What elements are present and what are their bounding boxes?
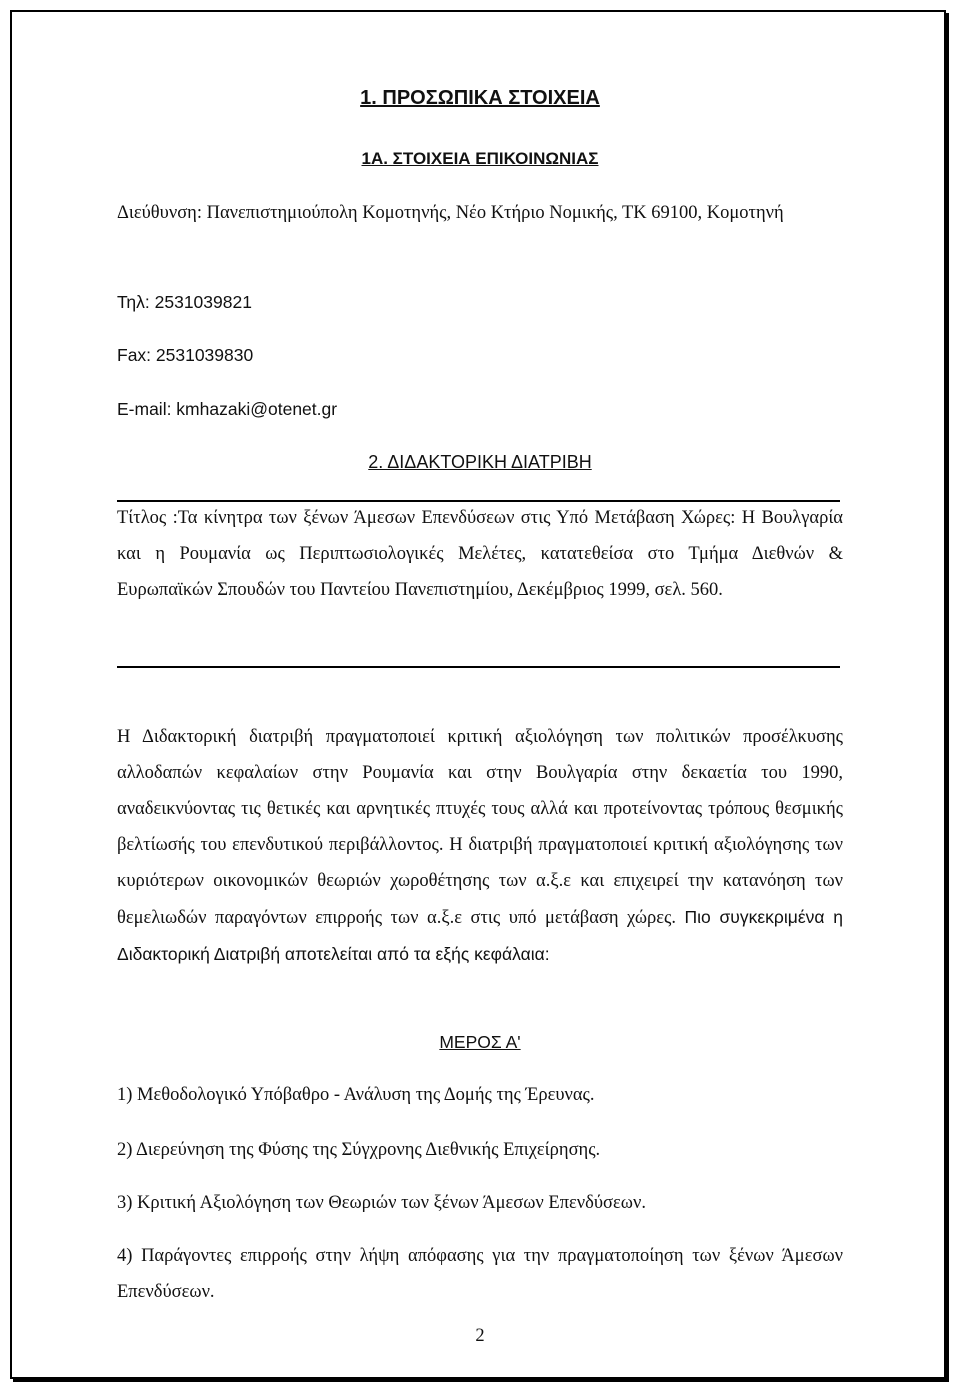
summary-part-2: Η διατριβή πραγματοποιεί κριτική αξιολόγησης των κυριότερων οικονομικών θεωριών χωροθέτησης των α.ξ.ε και επιχειρεί την κατανόηση των θεμελιωδών παραγόντων επιρροής των α.ξ.ε στις υπό μετάβαση χώρες. — [117, 835, 843, 928]
heading-doctoral-thesis: 2. ΔΙΔΑΚΤΟΡΙΚΗ ΔΙΑΤΡΙΒΗ — [368, 452, 592, 472]
contact-email: E-mail: kmhazaki@otenet.gr — [117, 399, 338, 419]
chapter-1: 1) Μεθοδολογικό Υπόβαθρο - Ανάλυση της Δομής της Έρευνας. — [117, 1085, 595, 1105]
heading-personal-info: 1. ΠΡΟΣΩΠΙΚΑ ΣΤΟΙΧΕΙΑ — [360, 87, 600, 109]
summary-part-3: Πιο συγκεκριμένα η Διδακτορική Διατριβή αποτελείται από τα εξής κεφάλαια: — [117, 907, 844, 964]
part-a-heading: ΜΕΡΟΣ Α' — [439, 1032, 521, 1052]
contact-address: Διεύθυνση: Πανεπιστημιούπολη Κομοτηνής, Νέο Κτήριο Νομικής, ΤΚ 69100, Κομοτηνή — [117, 203, 784, 223]
thesis-summary — [117, 719, 843, 973]
chapter-2: 2) Διερεύνηση της Φύσης της Σύγχρονης Διεθνικής Επιχείρησης. — [117, 1140, 601, 1160]
contact-phone: Τηλ: 2531039821 — [117, 292, 252, 312]
page-number: 2 — [475, 1326, 485, 1346]
chapter-4: 4) Παράγοντες επιρροής στην λήψη απόφασης για την πραγματοποίηση των ξένων Άμεσων Επενδύσεων. — [117, 1246, 843, 1302]
summary-part-1: Η Διδακτορική διατριβή πραγματοποιεί κριτική αξιολόγηση των πολιτικών προσέλκυσης αλλοδαπών κεφαλαίων στην Ρουμανία και στην Βουλγαρία στην δεκαετία του 1990, αναδεικνύοντας τις θετικές και αρνητικές πτυχές τους αλλά και προτείνοντας τρόπους θεσμικής βελτίωσής του επενδυτικού περιβάλλοντος. — [117, 727, 843, 855]
heading-contact-info: 1Α. ΣΤΟΙΧΕΙΑ ΕΠΙΚΟΙΝΩΝΙΑΣ — [361, 149, 599, 168]
contact-fax: Fax: 2531039830 — [117, 345, 254, 365]
thesis-title: Τίτλος :Τα κίνητρα των ξένων Άμεσων Επενδύσεων στις Υπό Μετάβαση Χώρες: Η Βουλγαρία και η Ρουμανία ως Περιπτωσιολογικές Μελέτες, κατατεθείσα στο Τμήμα Διεθνών & Ευρωπαϊκών Σπουδών του Παντείου Πανεπιστημίου, Δεκέμβριος 1999, σελ. 560. — [117, 508, 843, 600]
rule-bottom — [117, 666, 840, 668]
chapter-3: 3) Κριτική Αξιολόγηση των Θεωριών των ξένων Άμεσων Επενδύσεων. — [117, 1193, 646, 1213]
